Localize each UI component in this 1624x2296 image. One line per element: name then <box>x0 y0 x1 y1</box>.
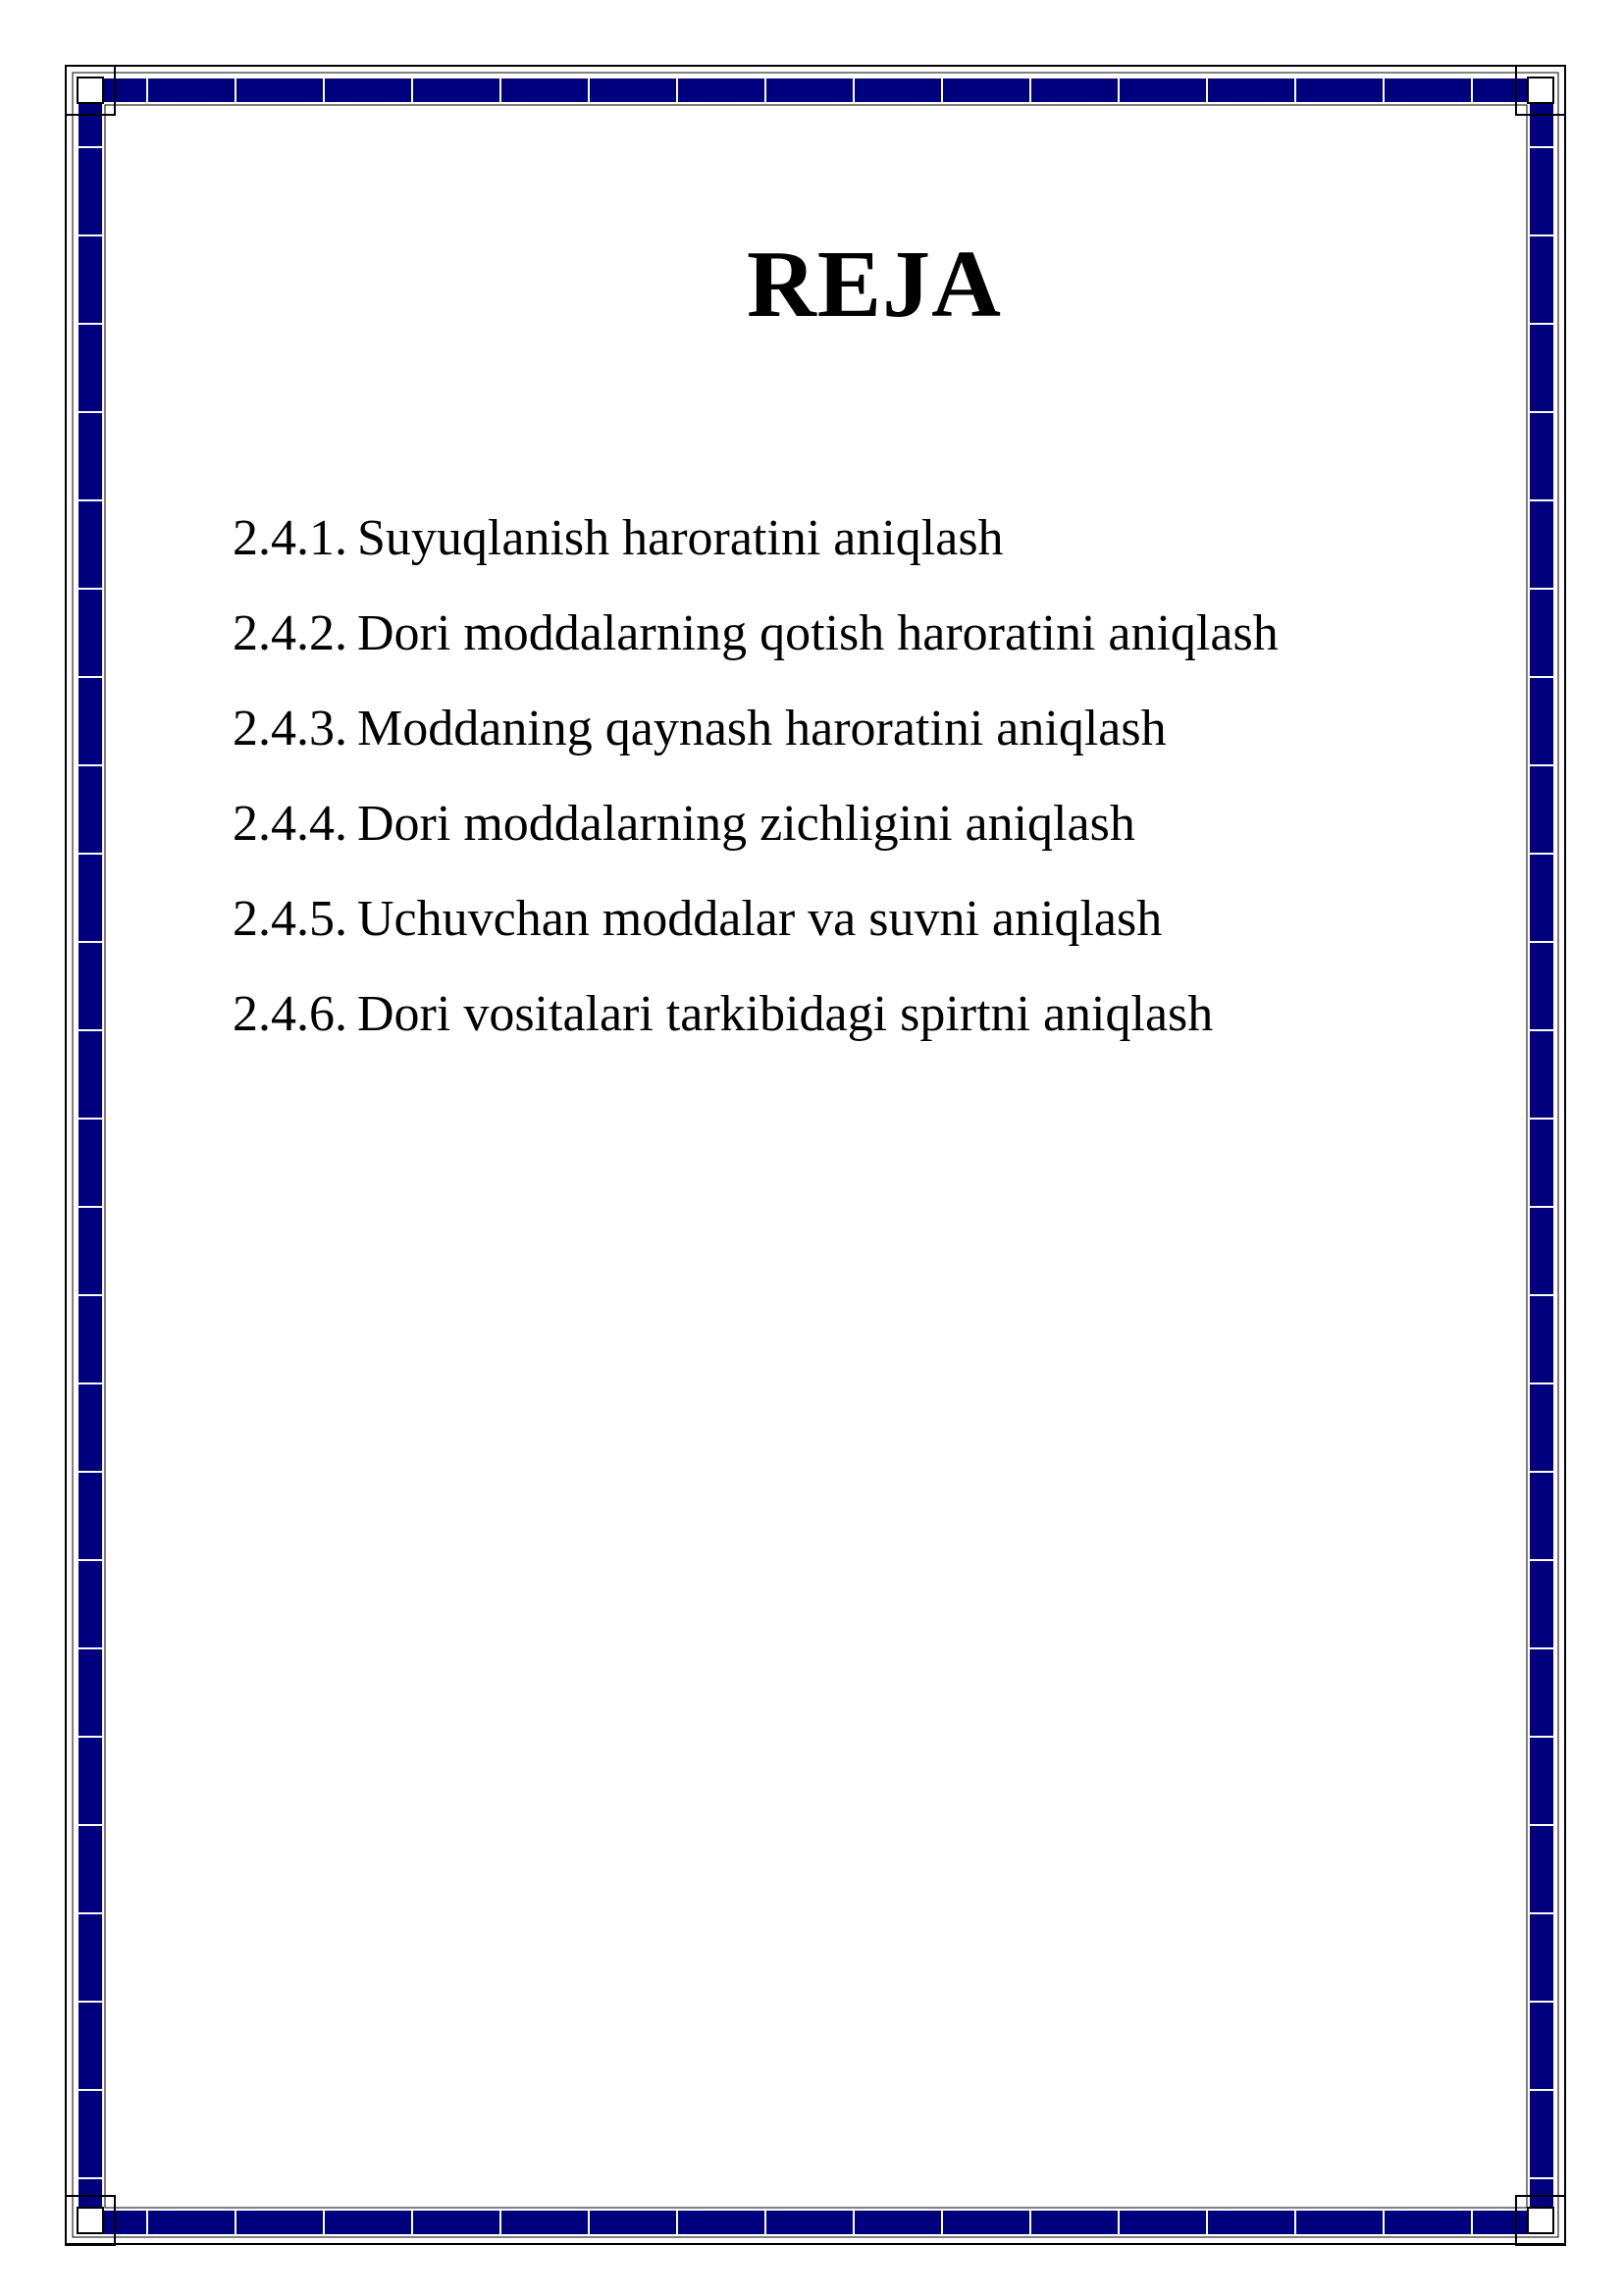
plan-item-text: Dori vositalari tarkibidagi spirtni aniqlash <box>357 986 1214 1042</box>
plan-item-2-4-3 <box>233 681 1508 776</box>
plan-item-2-4-5 <box>233 871 1508 966</box>
plan-item-text: Moddaning qaynash haroratini aniqlash <box>357 701 1167 757</box>
plan-item-text: Dori moddalarning zichligini aniqlash <box>357 796 1135 852</box>
plan-item-2-4-6 <box>233 966 1508 1062</box>
plan-item-2-4-2 <box>233 586 1508 681</box>
plan-item-number: 2.4.6. <box>233 986 347 1042</box>
plan-item-text: Uchuvchan moddalar va suvni aniqlash <box>357 891 1163 947</box>
plan-item-text: Dori moddalarning qotish haroratini aniqlash <box>357 605 1279 661</box>
plan-item-number: 2.4.5. <box>233 891 347 947</box>
plan-item-2-4-1 <box>233 491 1508 586</box>
plan-item-number: 2.4.3. <box>233 701 347 757</box>
plan-item-number: 2.4.4. <box>233 796 347 852</box>
plan-list <box>233 491 1508 1062</box>
page-title: REJA <box>747 232 1002 338</box>
plan-item-number: 2.4.1. <box>233 510 347 566</box>
plan-item-text: Suyuqlanish haroratini aniqlash <box>357 510 1004 566</box>
plan-item-number: 2.4.2. <box>233 605 347 661</box>
plan-item-2-4-4 <box>233 776 1508 871</box>
